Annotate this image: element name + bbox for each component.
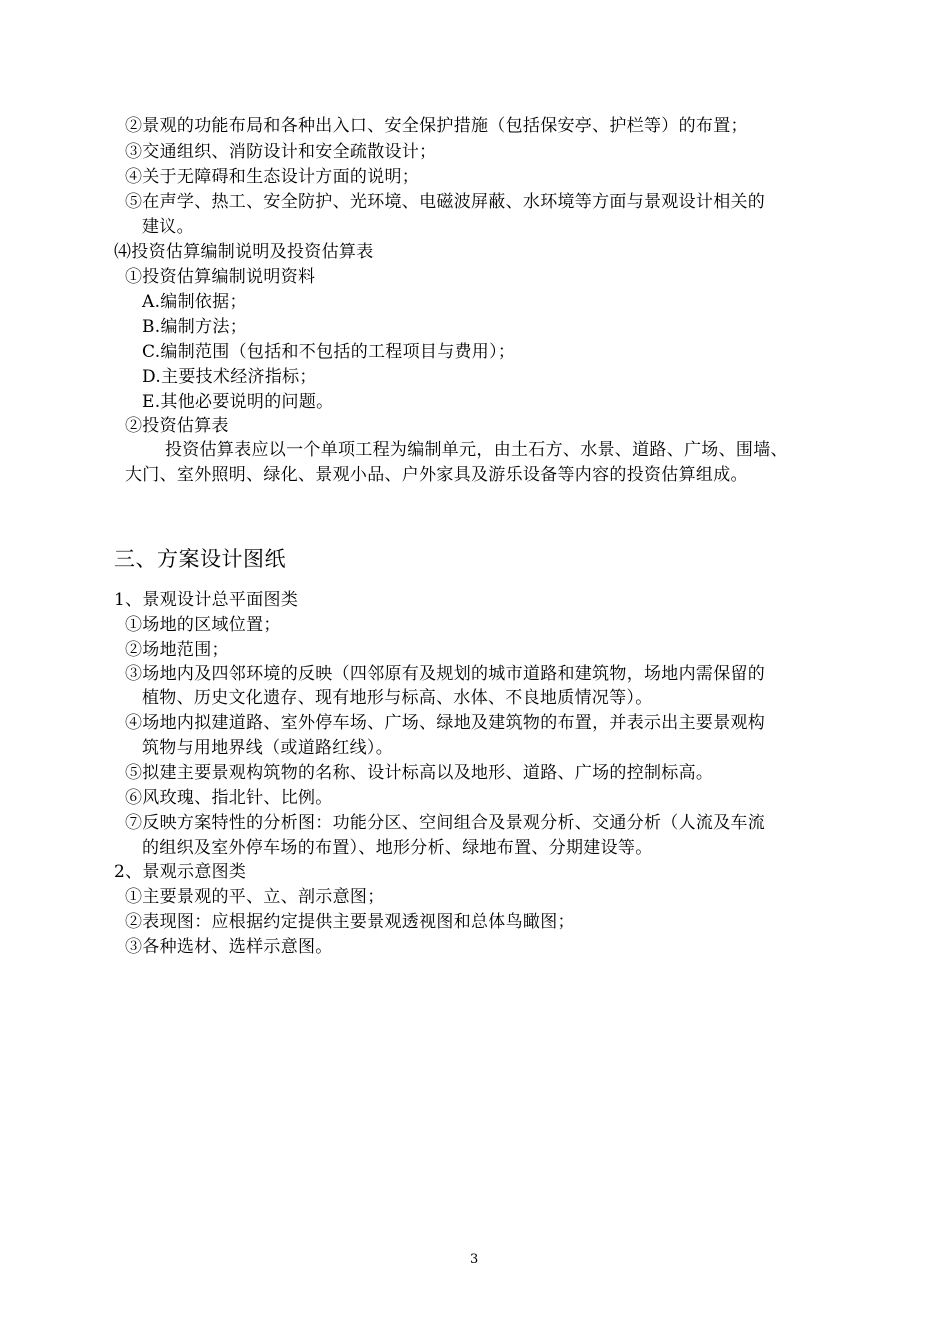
group1-item-2: ②场地范围； xyxy=(125,640,229,660)
group1-item-5: ⑤拟建主要景观构筑物的名称、设计标高以及地形、道路、广场的控制标高。 xyxy=(125,763,714,783)
investment-sub1-item-a: A.编制依据； xyxy=(142,292,247,312)
group1-title: 1、景观设计总平面图类 xyxy=(114,590,299,610)
investment-sub1-item-b: B.编制方法； xyxy=(142,317,247,337)
investment-sub2-para-line2: 大门、室外照明、绿化、景观小品、户外家具及游乐设备等内容的投资估算组成。 xyxy=(125,465,748,485)
layout-item-2: ②景观的功能布局和各种出入口、安全保护措施（包括保安亭、护栏等）的布置； xyxy=(125,116,748,136)
layout-item-5-line2: 建议。 xyxy=(142,217,194,237)
group1-item-7-line1: ⑦反映方案特性的分析图：功能分区、空间组合及景观分析、交通分析（人流及车流 xyxy=(125,813,766,833)
layout-item-4: ④关于无障碍和生态设计方面的说明； xyxy=(125,167,420,187)
page-number: 3 xyxy=(470,1252,479,1267)
group2-item-3: ③各种选材、选样示意图。 xyxy=(125,937,333,957)
layout-item-5-line1: ⑤在声学、热工、安全防护、光环境、电磁波屏蔽、水环境等方面与景观设计相关的 xyxy=(125,192,766,212)
group1-item-6: ⑥风玫瑰、指北针、比例。 xyxy=(125,788,333,808)
investment-sub1-item-c: C.编制范围（包括和不包括的工程项目与费用）； xyxy=(142,342,516,362)
investment-sub1-item-e: E.其他必要说明的问题。 xyxy=(142,392,334,412)
layout-item-3: ③交通组织、消防设计和安全疏散设计； xyxy=(125,142,437,162)
group2-title: 2、景观示意图类 xyxy=(114,862,247,882)
group1-item-3-line2: 植物、历史文化遗存、现有地形与标高、水体、不良地质情况等）。 xyxy=(142,688,653,708)
investment-sub1-item-d: D.主要技术经济指标； xyxy=(142,367,317,387)
group1-item-1: ①场地的区域位置； xyxy=(125,615,281,635)
group1-item-4-line1: ④场地内拟建道路、室外停车场、广场、绿地及建筑物的布置，并表示出主要景观构 xyxy=(125,713,766,733)
investment-heading: ⑷投资估算编制说明及投资估算表 xyxy=(114,242,374,262)
group1-item-7-line2: 的组织及室外停车场的布置）、地形分析、绿地布置、分期建设等。 xyxy=(142,838,653,858)
group1-item-3-line1: ③场地内及四邻环境的反映（四邻原有及规划的城市道路和建筑物，场地内需保留的 xyxy=(125,664,766,684)
group2-item-2: ②表现图：应根据约定提供主要景观透视图和总体鸟瞰图； xyxy=(125,912,575,932)
group2-item-1: ①主要景观的平、立、剖示意图； xyxy=(125,887,385,907)
investment-sub1-title: ①投资估算编制说明资料 xyxy=(125,267,316,287)
group1-item-4-line2: 筑物与用地界线（或道路红线）。 xyxy=(142,738,393,758)
section-three-title: 三、方案设计图纸 xyxy=(114,547,286,571)
investment-sub2-para-line1: 投资估算表应以一个单项工程为编制单元，由土石方、水景、道路、广场、围墙、 xyxy=(165,440,788,460)
investment-sub2-title: ②投资估算表 xyxy=(125,416,229,436)
